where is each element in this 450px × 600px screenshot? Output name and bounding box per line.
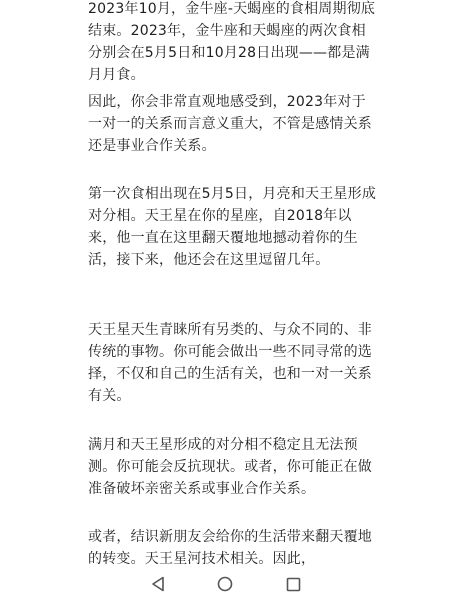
back-triangle-icon <box>151 576 165 592</box>
paragraph-new-friends: 或者，结识新朋友会给你的生活带来翻天覆地的转变。天王星河技术相关。因此， <box>88 529 372 567</box>
paragraph-first-eclipse: 第一次食相出现在5月5日，月亮和天王星形成对分相。天王星在你的星座，自2018年以来，他一直在这里翻天覆地地撼动着你的生活，接下来，他还会在这里逗留几年。 <box>88 186 377 268</box>
home-button[interactable] <box>215 575 235 593</box>
back-button[interactable] <box>148 575 168 593</box>
recent-square-icon <box>286 577 301 592</box>
system-navigation-bar <box>0 568 450 600</box>
paragraph-relationships: 因此，你会非常直观地感受到，2023年对于一对一的关系而言意义重大，不管是感情关系还是事业合作关系。 <box>88 94 372 154</box>
home-circle-icon <box>217 576 233 592</box>
paragraph-eclipse-cycle: 2023年10月，金牛座-天蝎座的食相周期彻底结束。2023年，金牛座和天蝎座的两次食相分别会在5月5日和10月28日出现——都是满月月食。 <box>88 1 376 83</box>
paragraph-uranus-traits: 天王星天生青睐所有另类的、与众不同的、非传统的事物。你可能会做出一些不同寻常的选择，不仅和自己的生活有关，也和一对一关系有关。 <box>88 322 372 404</box>
paragraph-full-moon-opposition: 满月和天王星形成的对分相不稳定且无法预测。你可能会反抗现状。或者，你可能正在做准备破坏亲密关系或事业合作关系。 <box>88 437 372 497</box>
recent-apps-button[interactable] <box>283 575 303 593</box>
